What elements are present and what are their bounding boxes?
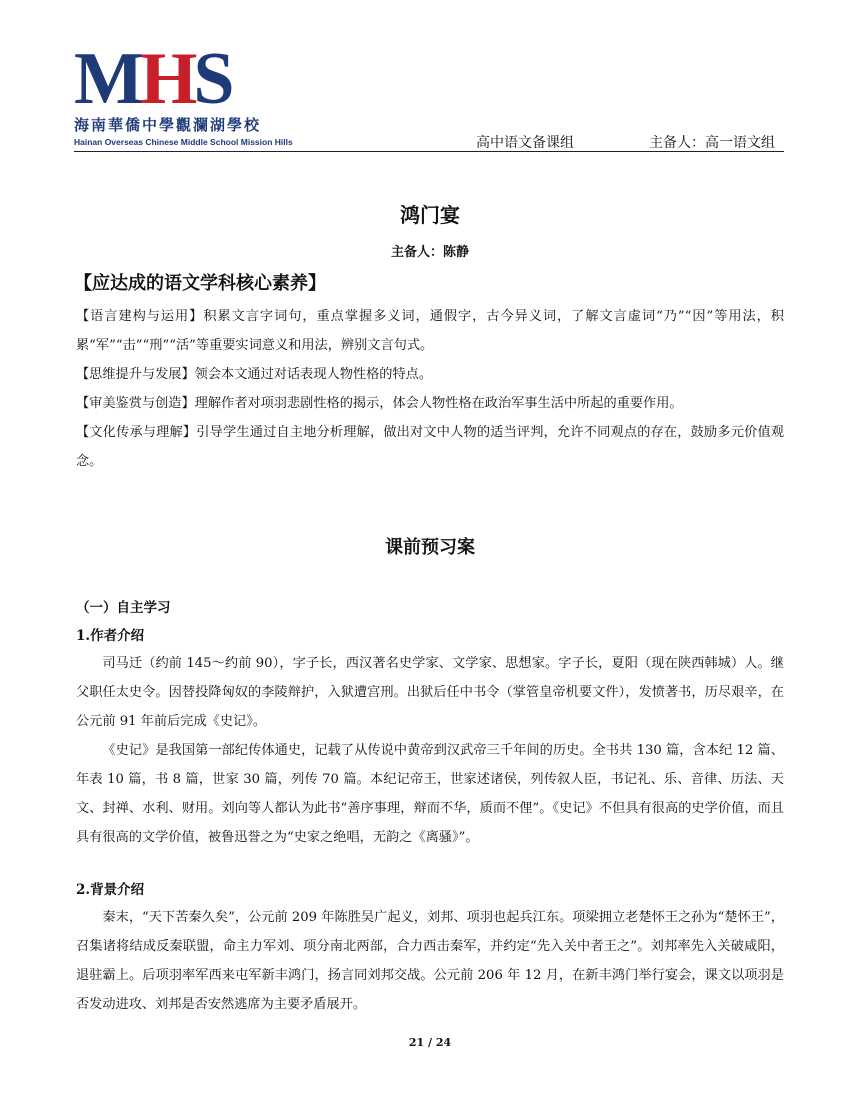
literacy-item: 【思维提升与发展】领会本文通过对话表现人物性格的特点。	[76, 367, 433, 382]
preview-heading: 课前预习案	[385, 537, 475, 558]
literacy-heading: 【应达成的语文学科核心素养】	[74, 273, 326, 294]
page-number: 21 / 24	[408, 1036, 452, 1049]
logo-letters: MHS	[74, 38, 231, 120]
school-logo	[74, 38, 294, 152]
author-paragraph: 《史记》是我国第一部纪传体通史，记载了从传说中黄帝到汉武帝三千年间的历史。全书共 130 篇，含本纪 12 篇、年表 10 篇，书 8 篇，世家 30 篇，列传 70 篇。本纪记帝王，世家述诸侯，列传叙人臣，书记礼、乐、音律、历法、天文、封禅、水利、财用。刘向等人都认为此书“善序事理，辩而不华，质而不俚”。《史记》不但具有很高的史学价值，而且具有很高的文学价值，被鲁迅誉之为“史家之绝唱，无韵之《离骚》”。	[76, 743, 784, 845]
logo-chinese-name: 海南華僑中學觀瀾湖學校	[74, 116, 262, 134]
background-heading: 2.背景介绍	[76, 882, 145, 898]
self-study-heading: （一）自主学习	[76, 600, 171, 616]
header-divider	[74, 151, 784, 152]
byline: 主备人：陈静	[390, 245, 469, 260]
author-paragraph: 司马迁（约前 145～约前 90），字子长，西汉著名史学家、文学家、思想家。字子长，夏阳（现在陕西韩城）人。继父职任太史令。因替投降匈奴的李陵辩护，入狱遭宫刑。出狱后任中书令（掌管皇帝机要文件），发愤著书，历尽艰辛，在公元前 91 年前后完成《史记》。	[76, 656, 784, 729]
literacy-item: 【审美鉴赏与创造】理解作者对项羽悲剧性格的揭示，体会人物性格在政治军事生活中所起的重要作用。	[76, 396, 683, 411]
literacy-item: 【文化传承与理解】引导学生通过自主地分析理解，做出对文中人物的适当评判，允许不同观点的存在，鼓励多元价值观念。	[76, 425, 784, 469]
background-paragraph: 秦末，“天下苦秦久矣”，公元前 209 年陈胜吴广起义，刘邦、项羽也起兵江东。项梁拥立老楚怀王之孙为“楚怀王”，召集诸将结成反秦联盟，命主力军刘、项分南北两部，合力西击秦军，并约定“先入关中者王之”。刘邦率先入关破咸阳，退驻霸上。后项羽率军西来屯军新丰鸿门，扬言同刘邦交战。公元前 206 年 12 月，在新丰鸿门举行宴会，课文以项羽是否发动进攻、刘邦是否安然逃席为主要矛盾展开。	[76, 910, 784, 1012]
author-heading: 1.作者介绍	[76, 628, 145, 644]
header-group: 高中语文备课组	[476, 135, 574, 151]
page-title: 鸿门宴	[400, 203, 460, 227]
logo-english-name: Hainan Overseas Chinese Middle School Mission Hills	[74, 137, 293, 147]
literacy-item: 【语言建构与运用】积累文言字词句，重点掌握多义词，通假字，古今异义词，了解文言虚词“乃”“因”等用法，积累“军”“击”“刑”“活”等重要实词意义和用法，辨别文言句式。	[76, 309, 784, 353]
header-preparer: 主备人：高一语文组	[649, 135, 775, 151]
